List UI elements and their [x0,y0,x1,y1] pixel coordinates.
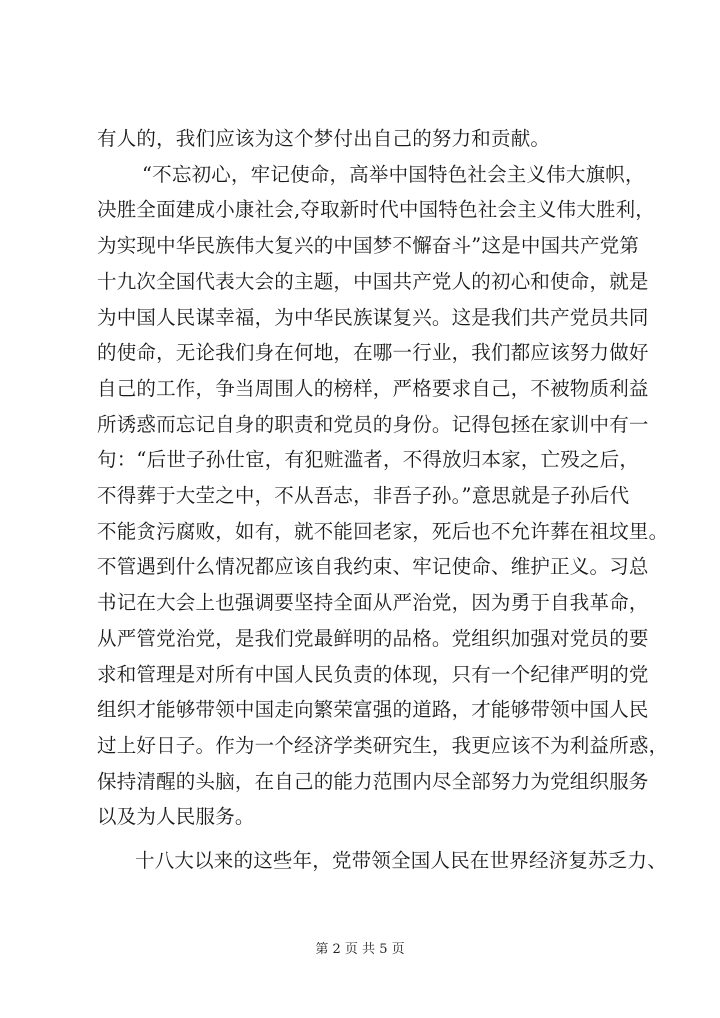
text-line: 自己的工作，争当周围人的榜样，严格要求自己，不被物质利益 [97,376,649,400]
text-line: “不忘初心，牢记使命，高举中国特色社会主义伟大旗帜， [142,162,645,186]
text-line: 组织才能够带领中国走向繁荣富强的道路，才能够带领中国人民 [97,698,649,722]
text-line: 为中国人民谋幸福，为中华民族谋复兴。这是我们共产党员共同 [97,305,649,329]
document-body [97,121,669,879]
text-line: 十九次全国代表大会的主题，中国共产党人的初心和使命，就是 [97,269,649,293]
text-line: 不能贪污腐败，如有，就不能回老家，死后也不允许葬在祖坟里。 [97,519,669,543]
text-line: 有人的，我们应该为这个梦付出自己的努力和贡献。 [97,127,551,150]
text-line: 为实现中华民族伟大复兴的中国梦不懈奋斗”这是中国共产党第 [97,234,640,258]
text-line: 求和管理是对所有中国人民负责的体现，只有一个纪律严明的党 [97,662,649,686]
paragraph [97,843,667,879]
text-line: 决胜全面建成小康社会,夺取新时代中国特色社会主义伟大胜利， [97,198,655,222]
text-line: 句：“后世子孙仕宦，有犯赃滥者，不得放归本家，亡殁之后， [97,448,640,472]
text-line: 的使命，无论我们身在何地，在哪一行业，我们都应该努力做好 [97,341,649,365]
text-line: 不管遇到什么情况都应该自我约束、牢记使命、维护正义。习总 [97,555,649,579]
text-line: 从严管党治党，是我们党最鲜明的品格。党组织加强对党员的要 [97,626,649,650]
text-line: 以及为人民服务。 [97,805,255,829]
paragraph [97,121,642,157]
text-line: 不得葬于大茔之中，不从吾志，非吾子孙。”意思就是子孙后代 [97,484,630,508]
paragraph [97,157,669,835]
text-line: 十八大以来的这些年，党带领全国人民在世界经济复苏乏力、 [135,849,667,873]
text-line: 过上好日子。作为一个经济学类研究生，我更应该不为利益所惑， [97,733,669,757]
page-number-footer: 第 2 页 共 5 页 [315,942,405,957]
text-line: 书记在大会上也强调要坚持全面从严治党，因为勇于自我革命， [97,591,649,615]
text-line: 所诱惑而忘记自身的职责和党员的身份。记得包拯在家训中有一 [97,412,649,436]
text-line: 保持清醒的头脑，在自己的能力范围内尽全部努力为党组织服务 [97,769,649,793]
